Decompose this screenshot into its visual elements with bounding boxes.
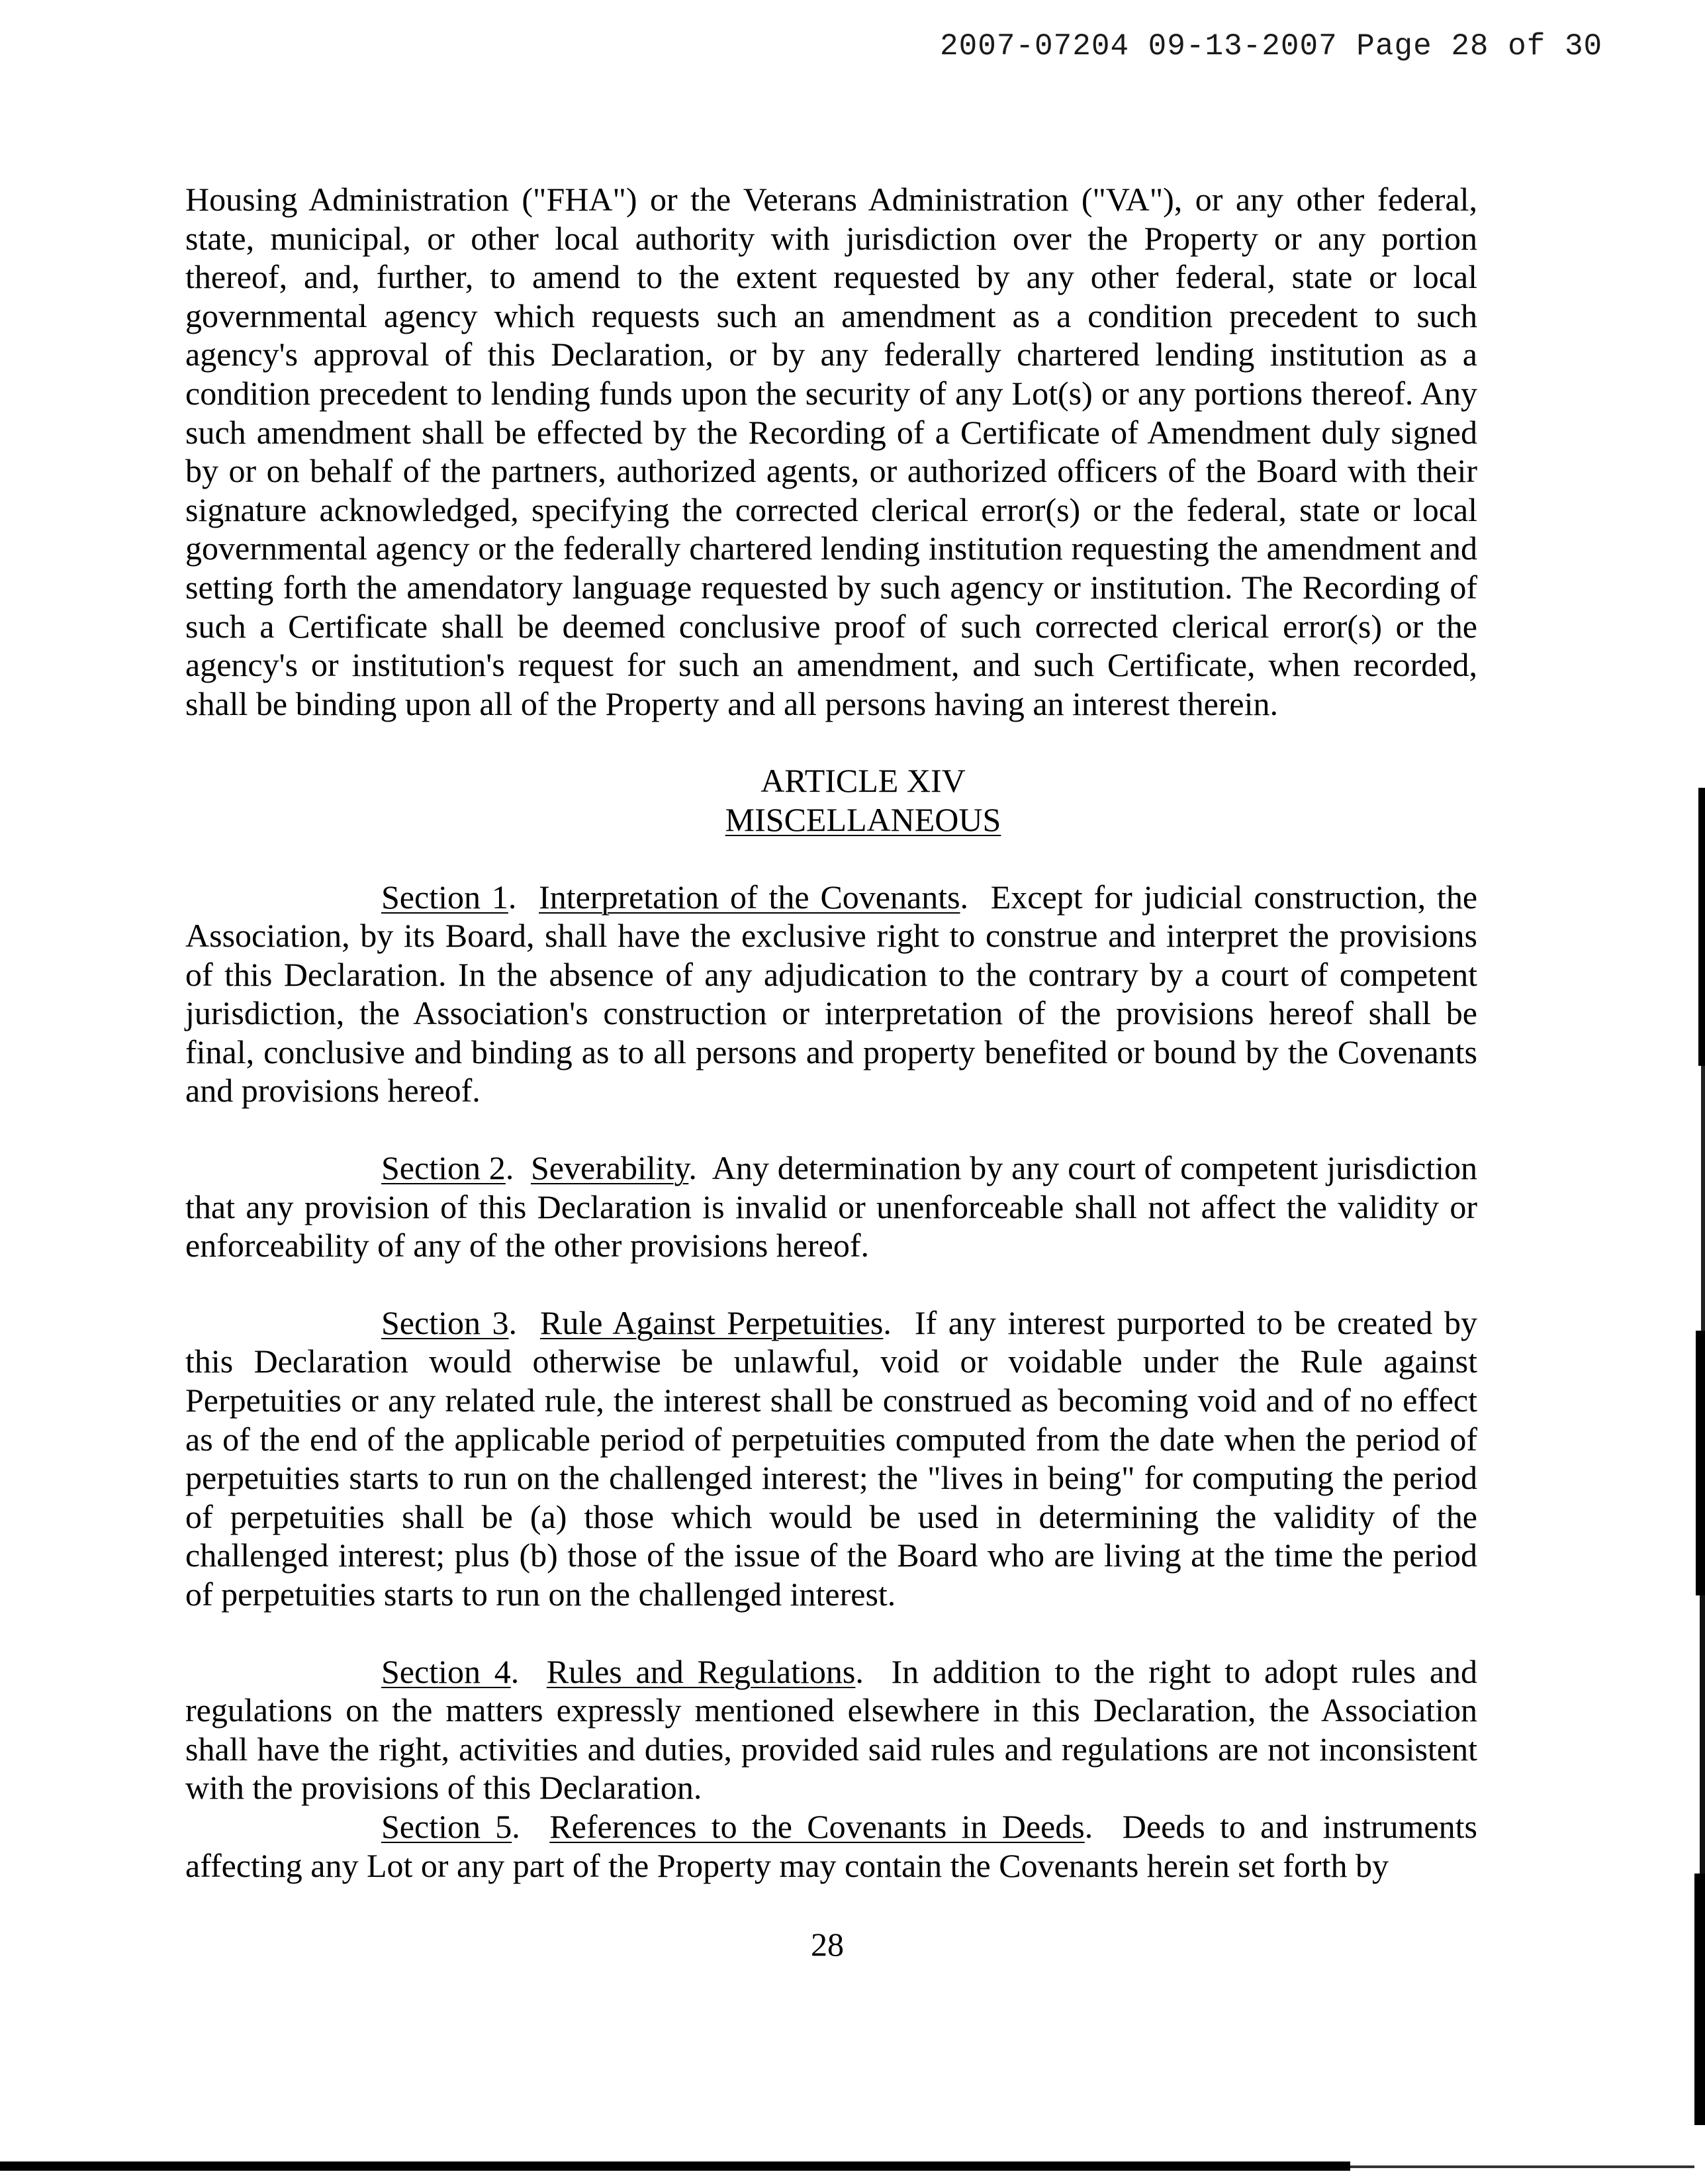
section-heading: Severability [530, 1149, 689, 1187]
section-heading: Rules and Regulations [546, 1652, 856, 1690]
section-3: Section 3. Rule Against Perpetuities. If any interest purported to be created by this Declaration would otherwise be unlawful, void or voidable under the Rule against Perpetuities or any related rule, the interest shall be construed as becoming void and of no effect as of the end of the applicable period of perpetuities computed from the date when the period of perpetuities starts to run on the challenged interest; the "lives in being" for computing the period of perpetuities shall be (a) those which would be used in determining the validity of the challenged interest; plus (b) those of the issue of the Board who are living at the time the period of perpetuities starts to run on the challenged interest. [185, 1304, 1478, 1613]
section-label: Section 5 [381, 1807, 512, 1845]
scan-edge-mark [1696, 1331, 1705, 1595]
section-heading: Interpretation of the Covenants [539, 878, 960, 916]
article-heading [185, 761, 1477, 839]
scan-edge-mark [1700, 1595, 1705, 1874]
section-1: Section 1. Interpretation of the Covenants. Except for judicial construction, the Association, by its Board, shall have the exclusive right to construe and interpret the provisions of this Declaration. In the absence of any adjudication to the contrary by a court of competent jurisdiction, the Association's construction or interpretation of the provisions hereof shall be final, conclusive and binding as to all persons and property benefited or bound by the Covenants and provisions hereof. [185, 878, 1478, 1110]
recording-stamp: 2007-07204 09-13-2007 Page 28 of 30 [940, 29, 1603, 64]
section-heading: Rule Against Perpetuities [540, 1304, 884, 1341]
scan-bottom-edge [0, 2161, 1350, 2171]
section-2: Section 2. Severability. Any determination by any court of competent jurisdiction that any provision of this Declaration is invalid or unenforceable shall not affect the validity or enforceability of any of the other provisions hereof. [185, 1149, 1477, 1264]
section-text: Any determination by any court of competent jurisdiction that any provision of this Declaration is invalid or unenforceable shall not affect the validity or enforceability of any of the other provisions hereof. [185, 1149, 1477, 1264]
scan-bottom-edge-thin [1350, 2165, 1694, 2168]
section-label: Section 3 [381, 1304, 509, 1341]
document-body [185, 180, 1477, 1885]
scan-edge-mark [1694, 1874, 1705, 2125]
scan-edge-mark [1698, 788, 1705, 1066]
section-text: If any interest purported to be created by this Declaration would otherwise be unlawful, void or voidable under the Rule against Perpetuities or any related rule, the interest shall be construed as becoming void and of no effect as of the end of the applicable period of perpetuities computed from the date when the period of perpetuities starts to run on the challenged interest; the "lives in being" for computing the period of perpetuities shall be (a) those which would be used in determining the validity of the challenged interest; plus (b) those of the issue of the Board who are living at the time the period of perpetuities starts to run on the challenged interest. [185, 1304, 1478, 1613]
section-text: Except for judicial construction, the Association, by its Board, shall have the exclusive right to construe and interpret the provisions of this Declaration. In the absence of any adjudication to the contrary by a court of competent jurisdiction, the Association's construction or interpretation of the provisions hereof shall be final, conclusive and binding as to all persons and property benefited or bound by the Covenants and provisions hereof. [185, 878, 1478, 1110]
scan-edge-mark [1701, 1066, 1705, 1331]
page-number: 28 [811, 1926, 844, 1963]
section-4: Section 4. Rules and Regulations. In addition to the right to adopt rules and regulations on the matters expressly mentioned elsewhere in this Declaration, the Association shall have the right, activities and duties, provided said rules and regulations are not inconsistent with the provisions of this Declaration. [185, 1652, 1478, 1807]
article-number: ARTICLE XIV [760, 762, 966, 800]
section-label: Section 2 [381, 1149, 506, 1187]
section-text: In addition to the right to adopt rules and regulations on the matters expressly mentioned elsewhere in this Declaration, the Association shall have the right, activities and duties, provided said rules and regulations are not inconsistent with the provisions of this Declaration. [185, 1652, 1478, 1807]
section-label: Section 1 [381, 878, 508, 916]
section-text: Deeds to and instruments affecting any Lot or any part of the Property may contain the Covenants herein set forth by [185, 1807, 1477, 1884]
section-heading: References to the Covenants in Deeds [549, 1807, 1085, 1845]
article-title: MISCELLANEOUS [725, 800, 1001, 838]
opening-paragraph: Housing Administration ("FHA") or the Veterans Administration ("VA"), or any other federal, state, municipal, or other local authority with jurisdiction over the Property or any portion thereof, and, further, to amend to the extent requested by any other federal, state or local governmental agency which requests such an amendment as a condition precedent to such agency's approval of this Declaration, or by any federally chartered lending institution as a condition precedent to lending funds upon the security of any Lot(s) or any portions thereof. Any such amendment shall be effected by the Recording of a Certificate of Amendment duly signed by or on behalf of the partners, authorized agents, or authorized officers of the Board with their signature acknowledged, specifying the corrected clerical error(s) or the federal, state or local governmental agency or the federally chartered lending institution requesting the amendment and setting forth the amendatory language requested by such agency or institution. The Recording of such a Certificate shall be deemed conclusive proof of such corrected clerical error(s) or the agency's or institution's request for such an amendment, and such Certificate, when recorded, shall be binding upon all of the Property and all persons having an interest therein. [185, 181, 1477, 722]
section-5: Section 5. References to the Covenants in Deeds. Deeds to and instruments affecting any Lot or any part of the Property may contain the Covenants herein set forth by [185, 1807, 1477, 1884]
section-label: Section 4 [381, 1652, 511, 1690]
